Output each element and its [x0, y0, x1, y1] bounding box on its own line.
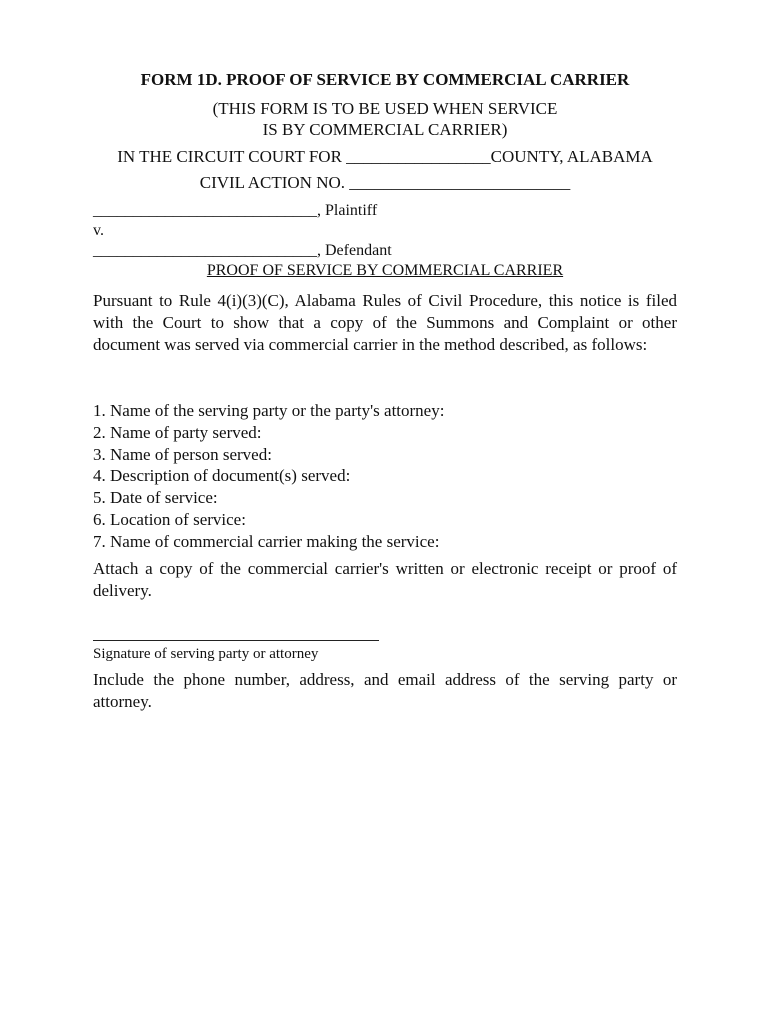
section-heading: PROOF OF SERVICE BY COMMERCIAL CARRIER	[206, 262, 564, 279]
versus-text: v.	[93, 222, 104, 239]
signature-line	[93, 640, 379, 641]
list-item: 5. Date of service:	[93, 488, 218, 508]
form-title: FORM 1D. PROOF OF SERVICE BY COMMERCIAL CARRIER	[140, 70, 630, 89]
plaintiff-line: ____________________________, Plaintiff	[93, 202, 378, 219]
signature-label: Signature of serving party or attorney	[93, 646, 319, 662]
list-item: 3. Name of person served:	[93, 444, 272, 464]
defendant-line: ____________________________, Defendant	[93, 242, 392, 259]
intro-paragraph: Pursuant to Rule 4(i)(3)(C), Alabama Rules of Civil Procedure, this notice is filed with the Court to show that a copy of the Summons and Complaint or other document was served via commercial carrier in the method described, as follows:	[93, 291, 677, 354]
list-item: 6. Location of service:	[93, 509, 246, 529]
service-details-list	[93, 400, 444, 553]
court-line: IN THE CIRCUIT COURT FOR _________________COUNTY, ALABAMA	[117, 147, 653, 166]
form-subtitle-line-1: (THIS FORM IS TO BE USED WHEN SERVICE	[212, 99, 558, 118]
list-item: 7. Name of commercial carrier making the service:	[93, 531, 440, 551]
list-item: 1. Name of the serving party or the party's attorney:	[93, 401, 445, 420]
attach-paragraph: Attach a copy of the commercial carrier's written or electronic receipt or proof of delivery.	[93, 559, 677, 600]
include-paragraph: Include the phone number, address, and email address of the serving party or attorney.	[93, 670, 677, 711]
list-item: 4. Description of document(s) served:	[93, 466, 351, 486]
form-subtitle-line-2: IS BY COMMERCIAL CARRIER)	[262, 120, 508, 139]
civil-action-line: CIVIL ACTION NO. __________________________	[199, 173, 571, 192]
list-item: 2. Name of party served:	[93, 422, 262, 442]
